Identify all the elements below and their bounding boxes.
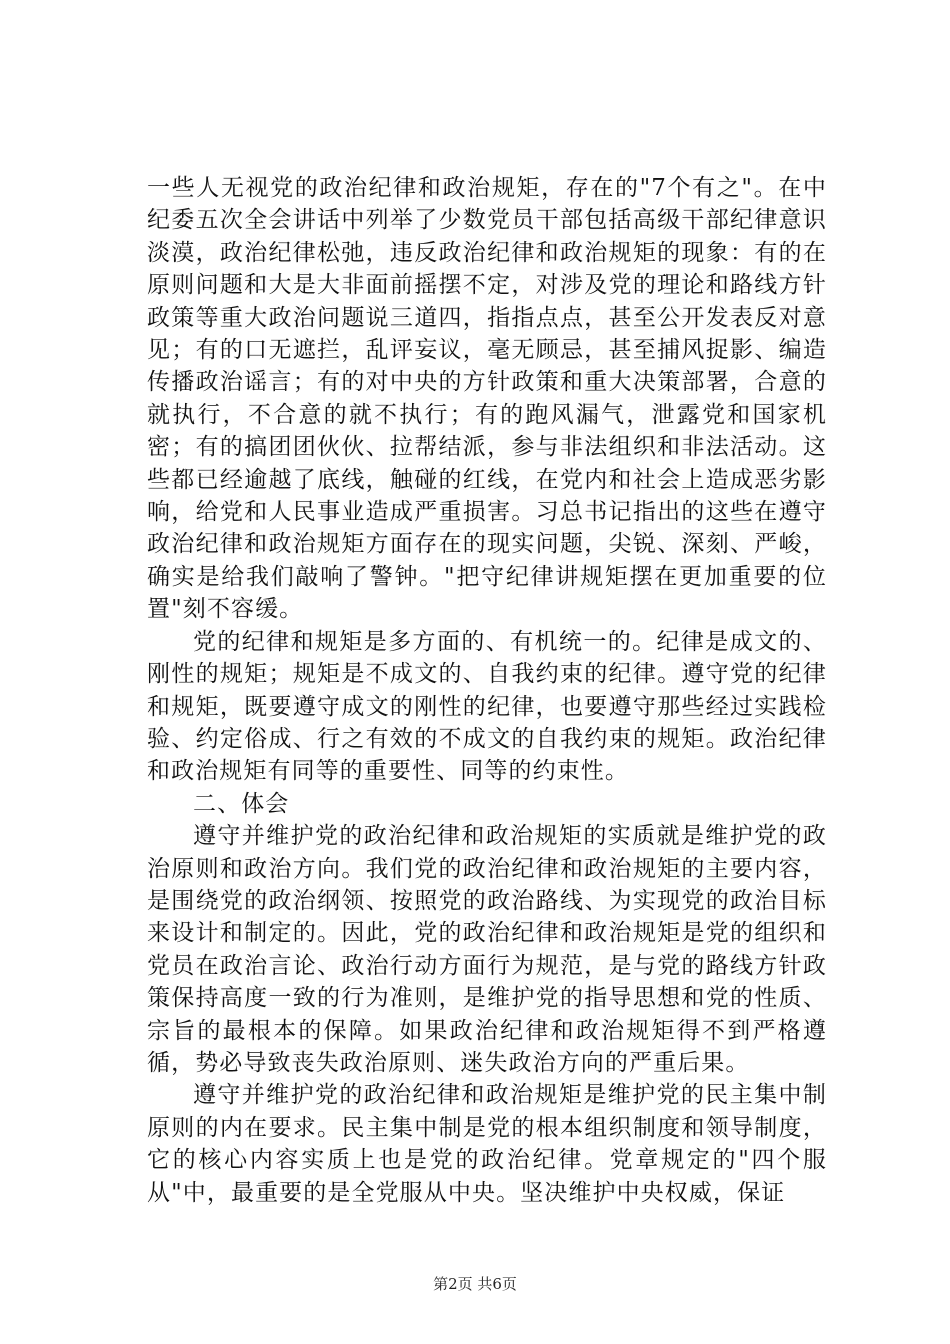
paragraph-violations: 一些人无视党的政治纪律和政治规矩，存在的"7个有之"。在中纪委五次全会讲话中列举了少数党员干部包括高级干部纪律意识淡漠，政治纪律松弛，违反政治纪律和政治规矩的现象：有的在原则问题和大是大非面前摇摆不定，对涉及党的理论和路线方针政策等重大政治问题说三道四，指指点点，甚至公开发表反对意见；有的口无遮拦，乱评妄议，毫无顾忌，甚至捕风捉影、编造传播政治谣言；有的对中央的方针政策和重大决策部署，合意的就执行，不合意的就不执行；有的跑风漏气，泄露党和国家机密；有的搞团团伙伙、拉帮结派，参与非法组织和非法活动。这些都已经逾越了底线，触碰的红线，在党内和社会上造成恶劣影响，给党和人民事业造成严重损害。习总书记指出的这些在遵守政治纪律和政治规矩方面存在的现实问题，尖锐、深刻、严峻，确实是给我们敲响了警钟。"把守纪律讲规矩摆在更加重要的位置"刻不容缓。: [147, 175, 827, 623]
page-number-footer: 第2页 共6页: [433, 1275, 517, 1293]
paragraph-discipline-rules: 党的纪律和规矩是多方面的、有机统一的。纪律是成文的、刚性的规矩；规矩是不成文的、自我约束的纪律。遵守党的纪律和规矩，既要遵守成文的刚性的纪律，也要遵守那些经过实践检验、约定俗成、行之有效的不成文的自我约束的规矩。政治纪律和政治规矩有同等的重要性、同等的约束性。: [147, 628, 827, 785]
paragraph-essence: 遵守并维护党的政治纪律和政治规矩的实质就是维护党的政治原则和政治方向。我们党的政治纪律和政治规矩的主要内容，是围绕党的政治纲领、按照党的政治路线、为实现党的政治目标来设计和制定的。因此，党的政治纪律和政治规矩是党的组织和党员在政治言论、政治行动方面行为规范，是与党的路线方针政策保持高度一致的行为准则，是维护党的指导思想和党的性质、宗旨的最根本的保障。如果政治纪律和政治规矩得不到严格遵循，势必导致丧失政治原则、迷失政治方向的严重后果。: [147, 823, 827, 1076]
document-body: [147, 172, 827, 1209]
paragraph-democratic-centralism: 遵守并维护党的政治纪律和政治规矩是维护党的民主集中制原则的内在要求。民主集中制是党的根本组织制度和领导制度，它的核心内容实质上也是党的政治纪律。党章规定的"四个服从"中，最重要的是全党服从中央。坚决维护中央权威，保证: [147, 1082, 827, 1206]
section-heading: 二、体会: [193, 790, 290, 817]
